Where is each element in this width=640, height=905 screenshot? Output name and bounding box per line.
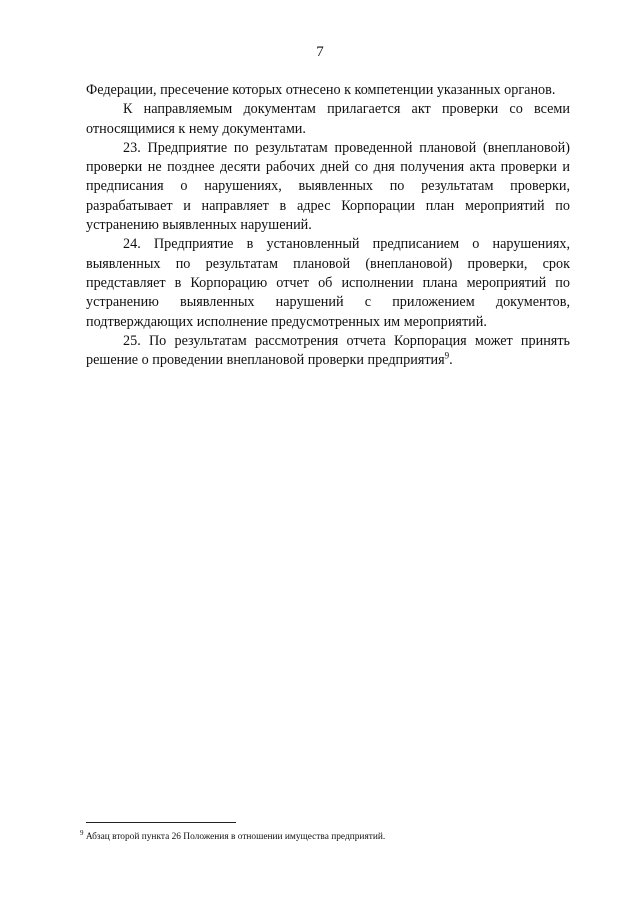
footnote-separator — [86, 822, 236, 823]
footnote-text: Абзац второй пункта 26 Положения в отношении имущества предприятий. — [85, 832, 386, 842]
footnote — [80, 828, 580, 843]
paragraph-attachments: К направляемым документам прилагается акт проверки со всеми относящимися к нему документами. — [86, 101, 570, 137]
paragraph-item-24: 24. Предприятие в установленный предписанием о нарушениях, выявленных по результатам плановой (внеплановой) проверки, срок представляет в Корпорацию отчет об исполнении плана мероприятий по устранению выявленных нарушений с приложением документов, подтверждающих исполнение предусмотренных им мероприятий. — [86, 236, 570, 330]
paragraph-continuation: Федерации, пресечение которых отнесено к компетенции указанных органов. — [86, 82, 556, 98]
footnote-number: 9 — [80, 828, 84, 837]
paragraph-item-23: 23. Предприятие по результатам проведенной плановой (внеплановой) проверки не позднее десяти рабочих дней со дня получения акта проверки и предписания о нарушениях, выявленных по результатам проверки, разрабатывает и направляет в адрес Корпорации план мероприятий по устранению выявленных нарушений. — [86, 139, 570, 234]
footnote-reference: 9 — [444, 350, 450, 361]
paragraph-item-25: 25. По результатам рассмотрения отчета Корпорация может принять решение о проведении внеплановой проверки предприятия$^9$. — [86, 332, 570, 369]
paragraph-item-25-text: 25. По результатам рассмотрения отчета Корпорация может принять решение о проведении внеплановой проверки предприятия — [86, 332, 570, 369]
page-number: 7 — [316, 44, 324, 60]
document-body — [86, 81, 570, 370]
